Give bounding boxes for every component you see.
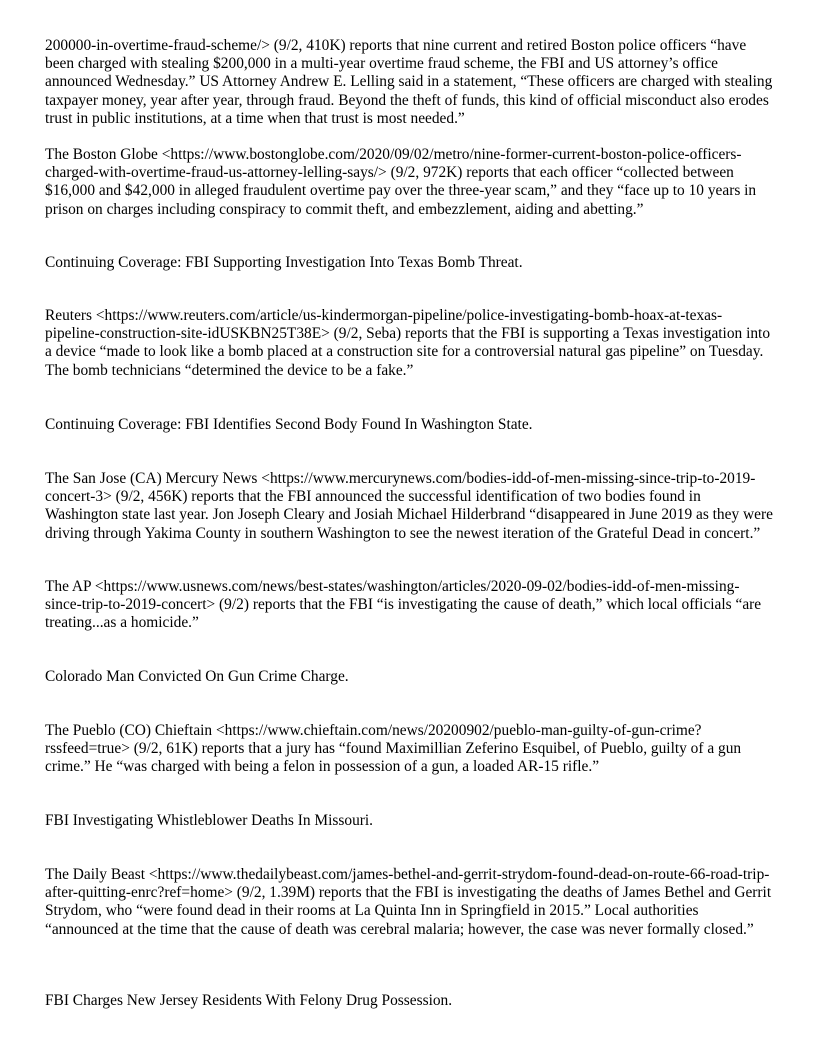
headline-texas-bomb-threat: Continuing Coverage: FBI Supporting Investigation Into Texas Bomb Threat. <box>45 254 523 271</box>
paragraph-daily-beast: The Daily Beast <https://www.thedailybeast.com/james-bethel-and-gerrit-strydom-found-dead-on-route-66-road-trip-after-quitting-enrc?ref=home> (9/2, 1.39M) reports that the FBI is investigating the deaths of James Bethel and Gerrit Strydom, who “were found dead in their rooms at La Quinta Inn in Springfield in 2015.” Local authorities “announced at the time that the cause of death was cerebral malaria; however, the case was never formally closed.” <box>45 866 772 938</box>
headline-new-jersey-drug: FBI Charges New Jersey Residents With Felony Drug Possession. <box>45 992 453 1009</box>
paragraph-boston-police-fraud: 200000-in-overtime-fraud-scheme/> (9/2, 410K) reports that nine current and retired Boston police officers “have been charged with stealing $200,000 in a multi-year overtime fraud scheme, the FBI and US attorney’s office announced Wednesday.” US Attorney Andrew E. Lelling said in a statement, “These officers are charged with stealing taxpayer money, year after year, through fraud. Beyond the theft of funds, this kind of official misconduct also erodes trust in public institutions, at a time when that trust is most needed.” <box>45 37 773 127</box>
headline-colorado-gun-crime: Colorado Man Convicted On Gun Crime Charge. <box>45 668 349 685</box>
paragraph-pueblo-chieftain: The Pueblo (CO) Chieftain <https://www.chieftain.com/news/20200902/pueblo-man-guilty-of-gun-crime?rssfeed=true> (9/2, 61K) reports that a jury has “found Maximillian Zeferino Esquibel, of Pueblo, guilty of a gun crime.” He “was charged with being a felon in possession of a gun, a loaded AR-15 rifle.” <box>45 722 742 776</box>
paragraph-reuters: Reuters <https://www.reuters.com/article/us-kindermorgan-pipeline/police-investigating-bomb-hoax-at-texas-pipeline-construction-site-idUSKBN25T38E> (9/2, Seba) reports that the FBI is supporting a Texas investigation into a device “made to look like a bomb placed at a construction site for a controversial natural gas pipeline” on Tuesday. The bomb technicians “determined the device to be a fake.” <box>45 307 771 379</box>
paragraph-boston-globe: The Boston Globe <https://www.bostonglobe.com/2020/09/02/metro/nine-former-current-boston-police-officers-charged-with-overtime-fraud-us-attorney-lelling-says/> (9/2, 972K) reports that each officer “collected between $16,000 and $42,000 in alleged fraudulent overtime pay over the three-year scam,” and they “face up to 10 years in prison on charges including conspiracy to commit theft, and embezzlement, aiding and abetting.” <box>45 146 757 218</box>
headline-washington-body: Continuing Coverage: FBI Identifies Second Body Found In Washington State. <box>45 416 533 433</box>
paragraph-mercury-news: The San Jose (CA) Mercury News <https://www.mercurynews.com/bodies-idd-of-men-missing-since-trip-to-2019-concert-3> (9/2, 456K) reports that the FBI announced the successful identification of two bodies found in Washington state last year. Jon Joseph Cleary and Josiah Michael Hilderbrand “disappeared in June 2019 as they were driving through Yakima County in southern Washington to see the newest iteration of the Grateful Dead in concert.” <box>45 470 773 542</box>
headline-missouri-whistleblower: FBI Investigating Whistleblower Deaths In Missouri. <box>45 812 374 829</box>
paragraph-ap: The AP <https://www.usnews.com/news/best-states/washington/articles/2020-09-02/bodies-idd-of-men-missing-since-trip-to-2019-concert> (9/2) reports that the FBI “is investigating the cause of death,” which local officials “are treating...as a homicide.” <box>45 578 762 632</box>
